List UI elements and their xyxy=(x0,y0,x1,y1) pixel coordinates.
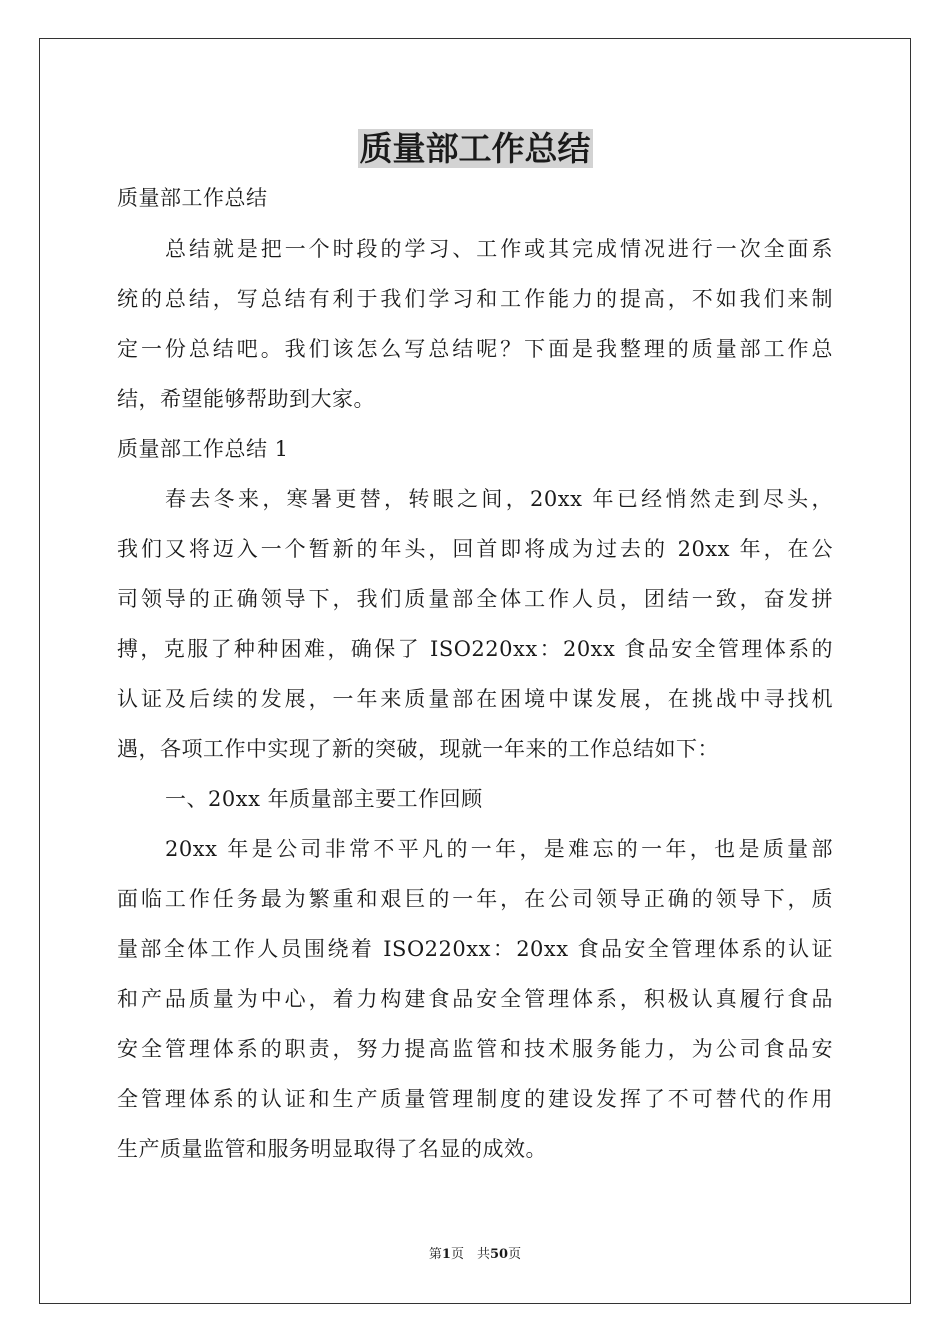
paragraph-line: 全管理体系的认证和生产质量管理制度的建设发挥了不可替代的作用 xyxy=(117,1087,833,1111)
paragraph-line: 安全管理体系的职责，努力提高监管和技术服务能力，为公司食品安 xyxy=(117,1037,833,1061)
paragraph-line: 量部全体工作人员围绕着 ISO220xx：20xx 食品安全管理体系的认证 xyxy=(117,937,833,961)
paragraph-line: 春去冬来，寒暑更替，转眼之间，20xx 年已经悄然走到尽头， xyxy=(165,487,833,511)
paragraph-line: 司领导的正确领导下，我们质量部全体工作人员，团结一致，奋发拼 xyxy=(117,587,833,611)
page-border xyxy=(39,38,911,1304)
paragraph-line: 定一份总结吧。我们该怎么写总结呢？下面是我整理的质量部工作总 xyxy=(117,337,833,361)
paragraph-line: 和产品质量为中心，着力构建食品安全管理体系，积极认真履行食品 xyxy=(117,987,833,1011)
footer-mid: 页 共 xyxy=(450,1247,490,1262)
page-footer xyxy=(0,1246,950,1264)
paragraph-line: 认证及后续的发展，一年来质量部在困境中谋发展，在挑战中寻找机 xyxy=(117,687,833,711)
paragraph-line: 总结就是把一个时段的学习、工作或其完成情况进行一次全面系 xyxy=(165,237,833,261)
paragraph-line: 遇，各项工作中实现了新的突破，现就一年来的工作总结如下： xyxy=(117,737,719,761)
footer-page-total: 50 xyxy=(489,1247,509,1262)
footer-prefix: 第 xyxy=(428,1247,442,1262)
paragraph-line: 结，希望能够帮助到大家。 xyxy=(117,387,375,411)
footer-suffix: 页 xyxy=(508,1247,522,1262)
paragraph-line: 我们又将迈入一个暂新的年头，回首即将成为过去的 20xx 年，在公 xyxy=(117,537,833,561)
paragraph-line: 统的总结，写总结有利于我们学习和工作能力的提高，不如我们来制 xyxy=(117,287,833,311)
section-heading: 质量部工作总结 1 xyxy=(117,437,289,461)
paragraph-line: 生产质量监管和服务明显取得了名显的成效。 xyxy=(117,1137,547,1161)
document-title xyxy=(0,126,950,172)
footer-page-current: 1 xyxy=(441,1247,451,1262)
paragraph-line: 面临工作任务最为繁重和艰巨的一年，在公司领导正确的领导下，质 xyxy=(117,887,833,911)
document-title-text: 质量部工作总结 xyxy=(359,129,591,168)
subsection-heading: 一、20xx 年质量部主要工作回顾 xyxy=(165,787,483,811)
paragraph-line: 搏，克服了种种困难，确保了 ISO220xx：20xx 食品安全管理体系的 xyxy=(117,637,833,661)
paragraph-line: 20xx 年是公司非常不平凡的一年，是难忘的一年，也是质量部 xyxy=(165,837,833,861)
section-heading: 质量部工作总结 xyxy=(117,186,268,210)
